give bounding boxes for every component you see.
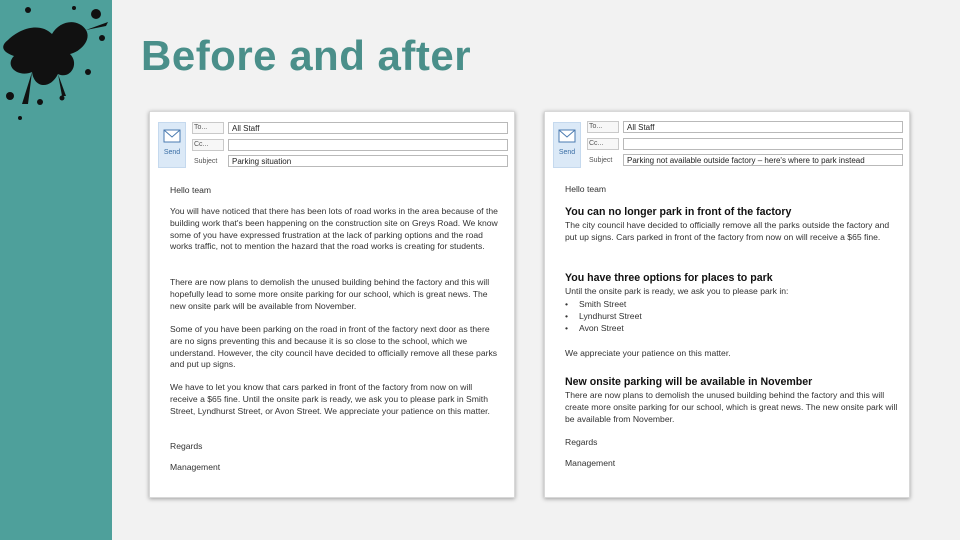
email-greeting: Hello team [170, 185, 212, 195]
send-button[interactable] [553, 122, 581, 168]
subject-label: Subject [589, 157, 613, 164]
email-paragraph: There are now plans to demolish the unused building behind the factory and this will hopefully lead to some more onsite parking for our school, which is great news. The new onsite park will be available from November. [170, 277, 490, 311]
email-paragraph: Some of you have been parking on the road in front of the factory next door as there are no signs preventing this and because it is so close to the school, which we understand. However, the city council have decided to officially remove all these parks and put up signs. [170, 324, 498, 370]
section-heading: You can no longer park in front of the factory [565, 206, 792, 218]
email-signature: Management [170, 462, 221, 472]
subject-field[interactable]: Parking situation [228, 155, 508, 167]
cc-label: Cc... [589, 140, 604, 147]
street-list [565, 299, 900, 334]
email-greeting: Hello team [565, 184, 607, 194]
section-heading: New onsite parking will be available in November [565, 376, 813, 388]
list-item: • Smith Street [565, 299, 900, 311]
send-label: Send [163, 149, 181, 156]
email-regards: Regards [170, 441, 203, 451]
to-label: To... [194, 124, 208, 131]
section-text: The city council have decided to officially remove all the parks outside the factory and put up signs. Cars parked in front of the factory from now on will receive a $65 fine. [565, 220, 890, 242]
envelope-icon [558, 129, 576, 143]
cc-field[interactable] [228, 139, 508, 151]
section-text: There are now plans to demolish the unused building behind the factory and this will create more onsite parking for our school, which is great news. The new onsite park will be available from November. [565, 390, 898, 424]
email-signature: Management [565, 458, 616, 468]
email-paragraph: You will have noticed that there has been lots of road works in the area because of the building work that's been happening on the construction site on Greys Road. We know some of you have expressed frustration at the lack of parking options and the road works traffic, not to mention the hazard that the road works is creating for students. [170, 206, 498, 252]
cc-label: Cc... [194, 141, 209, 148]
list-item: • Lyndhurst Street [565, 311, 900, 323]
left-accent-band [0, 0, 112, 540]
section-heading: You have three options for places to park [565, 272, 773, 284]
email-after-panel [544, 111, 910, 498]
send-button[interactable] [158, 122, 186, 168]
slide-title: Before and after [141, 32, 472, 79]
envelope-icon [163, 129, 181, 143]
section-intro: Until the onsite park is ready, we ask you to please park in: [565, 286, 789, 296]
appreciation-text: We appreciate your patience on this matter. [565, 348, 731, 358]
subject-field[interactable]: Parking not available outside factory – here's where to park instead [623, 154, 903, 166]
email-before-panel [149, 111, 515, 498]
list-item: • Avon Street [565, 323, 900, 335]
email-regards: Regards [565, 437, 598, 447]
email-paragraph: We have to let you know that cars parked in front of the factory from now on will receive a $65 fine. Until the onsite park is ready, we ask you to please park in Smith Street, Lyndhurst Street, or Avon Street. We appreciate your patience on this matter. [170, 382, 490, 416]
to-label: To... [589, 123, 603, 130]
to-field[interactable]: All Staff [228, 122, 508, 134]
subject-label: Subject [194, 158, 218, 165]
to-field[interactable]: All Staff [623, 121, 903, 133]
cc-field[interactable] [623, 138, 903, 150]
send-label: Send [558, 149, 576, 156]
ink-splatter-decoration [0, 0, 112, 140]
